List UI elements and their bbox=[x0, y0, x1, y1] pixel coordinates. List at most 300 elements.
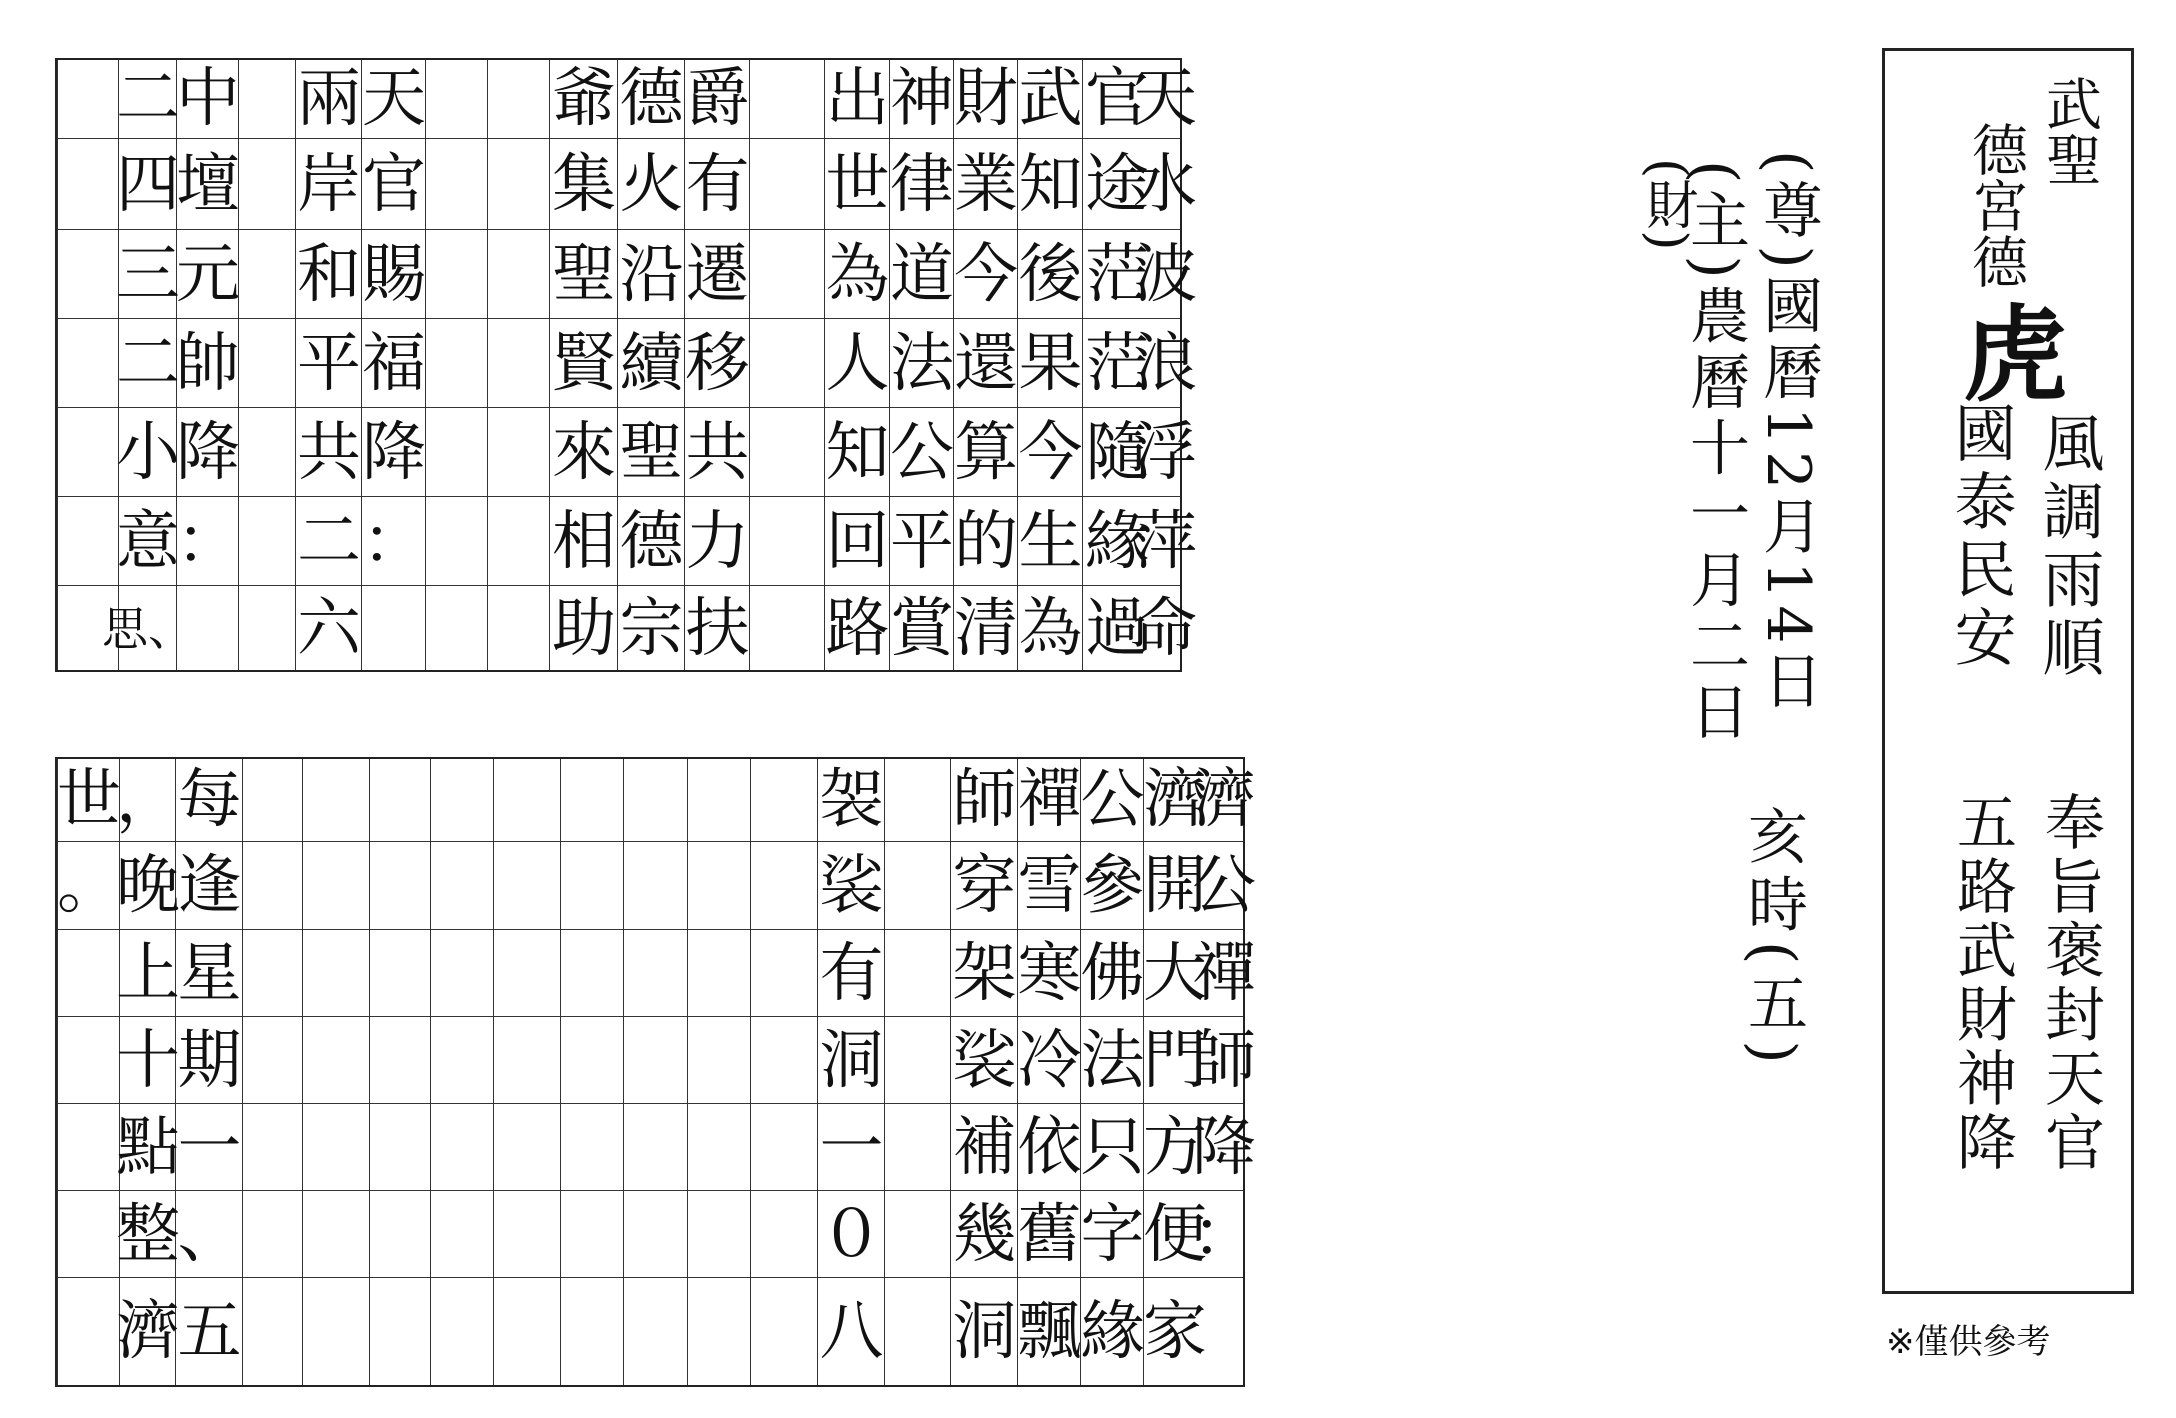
grid-cell: 來 bbox=[550, 407, 618, 497]
grid-cell: 四 bbox=[119, 138, 177, 230]
grid-cell bbox=[750, 585, 825, 671]
grid-cell: 整 bbox=[120, 1190, 176, 1278]
grid-cell: 生 bbox=[1018, 496, 1083, 586]
grid-cell bbox=[426, 138, 488, 230]
grid-cell: 火 bbox=[618, 138, 685, 230]
grid-cell bbox=[58, 1103, 120, 1191]
grid-cell bbox=[1205, 1277, 1243, 1386]
grid-cell: 依 bbox=[1018, 1103, 1081, 1191]
grid-column bbox=[560, 759, 624, 1385]
grid-cell bbox=[488, 496, 550, 586]
grid-cell: 六 bbox=[296, 585, 362, 671]
date-time: 亥時(五) bbox=[1738, 805, 1808, 1072]
grid-cell bbox=[370, 1190, 431, 1278]
grid-cell: 相 bbox=[550, 496, 618, 586]
grid-column bbox=[549, 60, 618, 670]
grid-cell bbox=[239, 229, 296, 319]
grid-cell: 財 bbox=[954, 62, 1018, 136]
grid-column bbox=[1133, 60, 1197, 670]
grid-column bbox=[302, 759, 370, 1385]
grid-cell bbox=[58, 585, 119, 671]
grid-cell bbox=[750, 138, 825, 230]
grid-cell bbox=[243, 841, 303, 930]
grid-cell: 世 bbox=[825, 138, 890, 230]
grid-cell: 共 bbox=[296, 407, 362, 497]
grid-cell: 律 bbox=[890, 138, 954, 230]
grid-cell: 平 bbox=[296, 318, 362, 408]
grid-cell bbox=[431, 1190, 494, 1278]
grid-cell bbox=[488, 407, 550, 497]
deity-descends: 五路武財神降 bbox=[1947, 791, 2017, 1175]
grid-cell: ： bbox=[362, 496, 426, 586]
grid-cell bbox=[494, 1190, 561, 1278]
grid-cell bbox=[370, 841, 431, 930]
grid-cell: 助 bbox=[550, 585, 618, 671]
grid-cell bbox=[885, 929, 951, 1017]
grid-cell: 降 bbox=[1205, 1103, 1243, 1191]
grid-column bbox=[430, 759, 494, 1385]
tiger-character: 虎 bbox=[1963, 293, 2068, 416]
grid-cell: 遷 bbox=[685, 229, 750, 319]
grid-cell: ： bbox=[177, 496, 239, 586]
grid-cell: 的 bbox=[954, 496, 1018, 586]
grid-cell bbox=[58, 1016, 120, 1104]
grid-cell bbox=[239, 60, 296, 138]
grid-cell bbox=[751, 1190, 818, 1278]
grid-cell: 賜 bbox=[362, 229, 426, 319]
grid-cell: ０ bbox=[818, 1190, 885, 1278]
grid-cell: 濟 bbox=[1192, 763, 1256, 837]
grid-cell bbox=[688, 759, 751, 841]
grid-cell: 知 bbox=[825, 407, 890, 497]
grid-cell bbox=[58, 496, 119, 586]
grid-cell: 濟 bbox=[1143, 763, 1207, 837]
grid-column bbox=[750, 759, 818, 1385]
grid-cell: 德 bbox=[619, 62, 684, 136]
grid-cell bbox=[494, 1277, 561, 1386]
grid-cell bbox=[750, 318, 825, 408]
grid-cell bbox=[243, 1277, 303, 1386]
grid-cell: 二 bbox=[116, 62, 180, 136]
grid-cell bbox=[58, 318, 119, 408]
grid-cell: 賞 bbox=[890, 585, 954, 671]
grid-cell bbox=[303, 929, 370, 1017]
grid-cell: 中 bbox=[176, 62, 240, 136]
grid-cell bbox=[751, 1016, 818, 1104]
grid-cell: 每 bbox=[177, 763, 242, 837]
grid-cell: 點 bbox=[120, 1103, 176, 1191]
imperial-decree: 奉旨褒封天官 bbox=[2035, 791, 2105, 1175]
grid-cell: 只 bbox=[1081, 1103, 1144, 1191]
grid-cell: 架 bbox=[951, 929, 1018, 1017]
grid-cell: 裟 bbox=[818, 841, 885, 930]
grid-cell: 萍 bbox=[1150, 496, 1180, 586]
grid-cell bbox=[751, 1103, 818, 1191]
grid-cell: 舊 bbox=[1018, 1190, 1081, 1278]
grid-column bbox=[487, 60, 550, 670]
grid-cell bbox=[624, 841, 688, 930]
grid-cell: 禪 bbox=[1017, 763, 1082, 837]
grid-cell bbox=[561, 929, 624, 1017]
grid-cell: 冷 bbox=[1018, 1016, 1081, 1104]
grid-cell bbox=[370, 1016, 431, 1104]
grid-cell: 禪 bbox=[1205, 929, 1243, 1017]
grid-cell bbox=[561, 1277, 624, 1386]
grid-cell bbox=[303, 759, 370, 841]
grid-cell: 公 bbox=[1205, 841, 1243, 930]
grid-cell bbox=[624, 1016, 688, 1104]
grid-cell: 家 bbox=[1144, 1277, 1206, 1386]
grid-cell: 共 bbox=[685, 407, 750, 497]
grid-cell: 法 bbox=[1081, 1016, 1144, 1104]
grid-cell: 降 bbox=[362, 407, 426, 497]
date-lunar: (主)農曆十一月二日 bbox=[1680, 160, 1750, 747]
grid-column bbox=[57, 759, 120, 1385]
grid-cell bbox=[239, 407, 296, 497]
grid-cell: 隨 bbox=[1083, 407, 1151, 497]
grid-cell: 壇 bbox=[177, 138, 239, 230]
grid-cell: 參 bbox=[1081, 841, 1144, 930]
grid-cell: 官 bbox=[362, 138, 426, 230]
grid-column bbox=[425, 60, 488, 670]
grid-cell: 、 bbox=[176, 1190, 243, 1278]
grid-cell: 意 bbox=[119, 496, 177, 586]
grid-cell: 力 bbox=[685, 496, 750, 586]
grid-cell: 佛 bbox=[1081, 929, 1144, 1017]
grid-cell: 浪 bbox=[1150, 318, 1180, 408]
grid-cell: 茫 bbox=[1083, 318, 1151, 408]
grid-cell bbox=[431, 759, 494, 841]
grid-cell: 有 bbox=[818, 929, 885, 1017]
grid-cell bbox=[751, 841, 818, 930]
grid-cell bbox=[303, 1277, 370, 1386]
grid-cell: 波 bbox=[1150, 229, 1180, 319]
grid-column bbox=[684, 60, 750, 670]
grid-cell bbox=[624, 1277, 688, 1386]
grid-cell: 業 bbox=[954, 138, 1018, 230]
grid-cell: 開 bbox=[1144, 841, 1206, 930]
grid-cell bbox=[58, 929, 120, 1017]
grid-cell: 回 bbox=[825, 496, 890, 586]
grid-cell: 賢 bbox=[550, 318, 618, 408]
grid-cell: 袈 bbox=[819, 763, 884, 837]
grid-cell: 上 bbox=[120, 929, 176, 1017]
grid-column bbox=[102, 60, 194, 670]
grid-cell bbox=[885, 1016, 951, 1104]
grid-cell bbox=[58, 1190, 120, 1278]
grid-column bbox=[889, 60, 954, 670]
grid-cell: 有 bbox=[685, 138, 750, 230]
lower-message-grid bbox=[55, 757, 1256, 1387]
grid-cell bbox=[494, 1016, 561, 1104]
grid-cell: 水 bbox=[1150, 138, 1180, 230]
grid-cell bbox=[885, 841, 951, 930]
grid-cell: 宗 bbox=[618, 585, 685, 671]
grid-column bbox=[295, 60, 362, 670]
grid-cell: 逢 bbox=[176, 841, 243, 930]
grid-cell bbox=[624, 759, 688, 841]
grid-cell: 今 bbox=[1018, 407, 1083, 497]
grid-cell bbox=[303, 1103, 370, 1191]
grid-cell: 期 bbox=[176, 1016, 243, 1104]
grid-cell bbox=[688, 1103, 751, 1191]
grid-cell: 清 bbox=[954, 585, 1018, 671]
grid-cell bbox=[426, 407, 488, 497]
grid-column bbox=[687, 759, 751, 1385]
grid-cell: 聖 bbox=[550, 229, 618, 319]
grid-cell bbox=[58, 138, 119, 230]
grid-cell: 緣 bbox=[1081, 1277, 1144, 1386]
grid-cell: 。 bbox=[58, 841, 120, 930]
grid-cell: 五 bbox=[176, 1277, 243, 1386]
grid-cell bbox=[243, 1016, 303, 1104]
grid-cell bbox=[750, 407, 825, 497]
grid-cell bbox=[561, 1190, 624, 1278]
grid-cell bbox=[488, 585, 550, 671]
grid-cell bbox=[488, 138, 550, 230]
grid-cell bbox=[561, 759, 624, 841]
grid-cell bbox=[370, 759, 431, 841]
grid-cell bbox=[751, 929, 818, 1017]
grid-cell: 出 bbox=[825, 62, 890, 136]
grid-cell: 知 bbox=[1018, 138, 1083, 230]
temple-name-right: 武聖 bbox=[2037, 75, 2102, 187]
blessing-peace: 國泰民安 bbox=[1944, 401, 2017, 673]
grid-cell: 武 bbox=[1018, 62, 1083, 136]
grid-cell bbox=[239, 138, 296, 230]
grid-cell: 星 bbox=[176, 929, 243, 1017]
grid-cell: 寒 bbox=[1018, 929, 1081, 1017]
grid-cell: 和 bbox=[296, 229, 362, 319]
grid-column bbox=[493, 759, 561, 1385]
grid-column bbox=[1143, 759, 1206, 1385]
grid-cell: 兩 bbox=[297, 62, 361, 136]
grid-cell: 途 bbox=[1083, 138, 1151, 230]
grid-column bbox=[884, 759, 951, 1385]
grid-cell: 洞 bbox=[951, 1277, 1018, 1386]
grid-cell: ： bbox=[1205, 1190, 1243, 1278]
grid-cell: 字 bbox=[1081, 1190, 1144, 1278]
grid-cell: 一 bbox=[818, 1103, 885, 1191]
grid-cell: 集 bbox=[550, 138, 618, 230]
date-wealth-mark: (財) bbox=[1637, 158, 1697, 251]
grid-cell: 雪 bbox=[1018, 841, 1081, 930]
grid-cell: 人 bbox=[825, 318, 890, 408]
grid-cell: 便 bbox=[1144, 1190, 1206, 1278]
grid-cell: 爵 bbox=[685, 62, 750, 136]
grid-cell: 官 bbox=[1085, 62, 1149, 136]
grid-cell bbox=[239, 585, 296, 671]
grid-cell: 天 bbox=[362, 62, 426, 136]
grid-cell bbox=[370, 929, 431, 1017]
grid-column bbox=[617, 60, 685, 670]
grid-cell bbox=[431, 1277, 494, 1386]
grid-cell: 帥 bbox=[177, 318, 239, 408]
grid-cell: 裟 bbox=[951, 1016, 1018, 1104]
grid-cell bbox=[370, 1103, 431, 1191]
grid-cell: 小 bbox=[119, 407, 177, 497]
grid-cell bbox=[303, 841, 370, 930]
grid-cell: 聖 bbox=[618, 407, 685, 497]
grid-cell: 飄 bbox=[1018, 1277, 1081, 1386]
grid-cell: 後 bbox=[1018, 229, 1083, 319]
grid-cell: 三 bbox=[119, 229, 177, 319]
grid-cell bbox=[243, 759, 303, 841]
grid-cell bbox=[494, 929, 561, 1017]
grid-column bbox=[1192, 759, 1256, 1385]
grid-cell bbox=[494, 841, 561, 930]
grid-cell: 茫 bbox=[1083, 229, 1151, 319]
grid-cell: 扶 bbox=[685, 585, 750, 671]
grid-column bbox=[623, 759, 688, 1385]
grid-cell: 元 bbox=[177, 229, 239, 319]
grid-column bbox=[953, 60, 1018, 670]
grid-cell bbox=[688, 1190, 751, 1278]
grid-cell bbox=[751, 759, 818, 841]
grid-column bbox=[824, 60, 890, 670]
grid-cell bbox=[58, 1277, 120, 1386]
grid-cell bbox=[885, 1190, 951, 1278]
grid-cell bbox=[750, 229, 825, 319]
grid-cell bbox=[426, 318, 488, 408]
grid-cell: 移 bbox=[685, 318, 750, 408]
grid-cell bbox=[426, 60, 488, 138]
grid-cell: 公 bbox=[890, 407, 954, 497]
grid-cell: 思、 bbox=[119, 585, 177, 671]
grid-cell: 二 bbox=[119, 318, 177, 408]
grid-cell bbox=[488, 318, 550, 408]
grid-cell bbox=[750, 60, 825, 138]
grid-cell: 道 bbox=[890, 229, 954, 319]
grid-cell: 神 bbox=[890, 62, 954, 136]
grid-cell: 為 bbox=[1018, 585, 1083, 671]
grid-cell bbox=[624, 1190, 688, 1278]
grid-cell bbox=[750, 496, 825, 586]
grid-cell: 爺 bbox=[552, 62, 616, 136]
grid-cell: 浮 bbox=[1150, 407, 1180, 497]
grid-cell bbox=[431, 841, 494, 930]
grid-cell: 岸 bbox=[296, 138, 362, 230]
grid-cell bbox=[58, 60, 119, 138]
grid-cell: 師 bbox=[952, 763, 1017, 837]
grid-cell: 命 bbox=[1150, 585, 1180, 671]
date-gregorian: (尊)國曆12月14日 bbox=[1753, 150, 1823, 716]
grid-cell: 濟 bbox=[120, 1277, 176, 1386]
grid-cell: 世 bbox=[57, 763, 121, 837]
grid-column bbox=[116, 759, 180, 1385]
grid-cell bbox=[303, 1190, 370, 1278]
grid-cell bbox=[885, 1103, 951, 1191]
grid-column bbox=[749, 60, 825, 670]
grid-cell bbox=[624, 1103, 688, 1191]
grid-cell bbox=[243, 1103, 303, 1191]
grid-column bbox=[361, 60, 426, 670]
grid-cell bbox=[494, 1103, 561, 1191]
reference-only-note: ※僅供參考 bbox=[1886, 1322, 2051, 1362]
grid-cell: 路 bbox=[825, 585, 890, 671]
grid-cell bbox=[426, 229, 488, 319]
grid-cell bbox=[370, 1277, 431, 1386]
grid-cell: 緣 bbox=[1083, 496, 1151, 586]
grid-column bbox=[57, 60, 119, 670]
grid-cell bbox=[431, 1103, 494, 1191]
grid-cell: 今 bbox=[954, 229, 1018, 319]
grid-cell: 二 bbox=[296, 496, 362, 586]
grid-cell bbox=[431, 1016, 494, 1104]
grid-cell: 平 bbox=[890, 496, 954, 586]
grid-cell: 公 bbox=[1080, 763, 1145, 837]
grid-cell: 穿 bbox=[951, 841, 1018, 930]
grid-cell: 法 bbox=[890, 318, 954, 408]
grid-column bbox=[238, 60, 296, 670]
grid-cell bbox=[488, 229, 550, 319]
grid-column bbox=[242, 759, 303, 1385]
grid-column bbox=[369, 759, 431, 1385]
grid-cell bbox=[243, 1190, 303, 1278]
grid-cell: 晚 bbox=[120, 841, 176, 930]
grid-cell bbox=[426, 585, 488, 671]
grid-cell: 師 bbox=[1205, 1016, 1243, 1104]
grid-column bbox=[1017, 60, 1083, 670]
grid-cell: 算 bbox=[954, 407, 1018, 497]
grid-cell bbox=[426, 496, 488, 586]
upper-message-grid bbox=[55, 58, 1197, 672]
grid-cell bbox=[688, 1277, 751, 1386]
grid-cell bbox=[561, 1016, 624, 1104]
grid-cell bbox=[239, 318, 296, 408]
grid-cell bbox=[239, 496, 296, 586]
grid-column bbox=[950, 759, 1018, 1385]
grid-cell bbox=[58, 407, 119, 497]
grid-cell: ， bbox=[116, 763, 180, 837]
grid-cell bbox=[362, 585, 426, 671]
grid-cell: 補 bbox=[951, 1103, 1018, 1191]
grid-cell: 過 bbox=[1083, 585, 1151, 671]
grid-cell bbox=[688, 929, 751, 1017]
grid-cell: 方 bbox=[1144, 1103, 1206, 1191]
temple-name-left: 德宮德 bbox=[1963, 121, 2028, 289]
grid-cell: 大 bbox=[1144, 929, 1206, 1017]
grid-cell bbox=[751, 1277, 818, 1386]
grid-cell: 福 bbox=[362, 318, 426, 408]
grid-cell: 降 bbox=[177, 407, 239, 497]
grid-cell: 一 bbox=[176, 1103, 243, 1191]
blessing-wind-rain: 風調雨順 bbox=[2032, 411, 2105, 683]
grid-column bbox=[1017, 759, 1081, 1385]
grid-column bbox=[817, 759, 885, 1385]
grid-cell: 門 bbox=[1144, 1016, 1206, 1104]
grid-cell: 十 bbox=[120, 1016, 176, 1104]
grid-cell bbox=[303, 1016, 370, 1104]
grid-cell bbox=[561, 841, 624, 930]
grid-cell: 為 bbox=[825, 229, 890, 319]
grid-cell: 天 bbox=[1133, 62, 1197, 136]
grid-cell bbox=[624, 929, 688, 1017]
grid-cell: 德 bbox=[618, 496, 685, 586]
grid-cell bbox=[431, 929, 494, 1017]
grid-cell: 沿 bbox=[618, 229, 685, 319]
grid-cell bbox=[885, 1277, 951, 1386]
grid-cell bbox=[885, 759, 951, 841]
grid-column bbox=[1082, 60, 1151, 670]
deity-title-box bbox=[1882, 48, 2134, 1294]
grid-cell bbox=[688, 1016, 751, 1104]
grid-cell: 洞 bbox=[818, 1016, 885, 1104]
grid-cell: 八 bbox=[818, 1277, 885, 1386]
grid-column bbox=[1080, 759, 1144, 1385]
grid-column bbox=[176, 60, 239, 670]
grid-cell: 果 bbox=[1018, 318, 1083, 408]
